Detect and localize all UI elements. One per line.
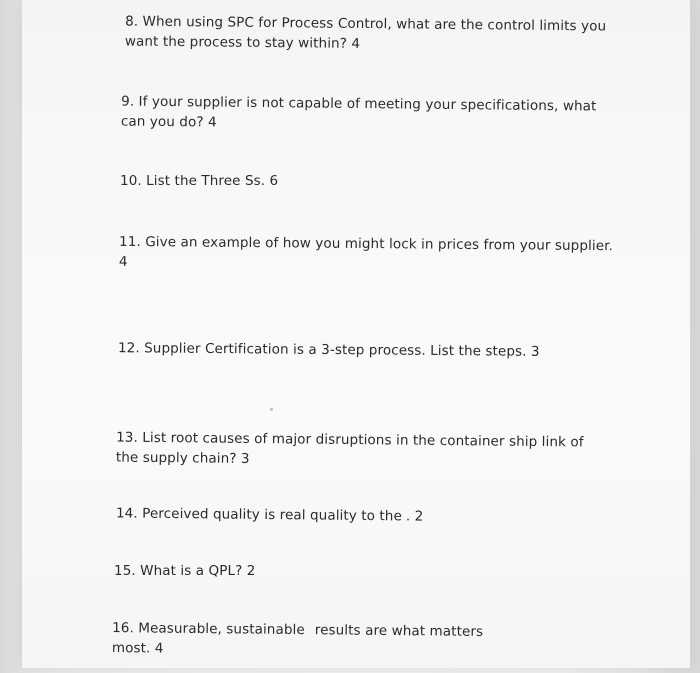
question-12 (118, 338, 540, 362)
question-16-text-after: results are what matters (314, 622, 484, 640)
question-16-text-before: 16. Measurable, sustainable (112, 620, 305, 639)
worksheet-page (22, 0, 691, 668)
question-8-line-1: 8. When using SPC for Process Control, what are the control limits you (125, 13, 607, 35)
question-11-line-1: 11. Give an example of how you might lock in prices from your supplier. (119, 233, 614, 255)
question-9-line-2: can you do? 4 (120, 113, 217, 131)
question-9-line-1: 9. If your supplier is not capable of meeting your specifications, what (121, 93, 597, 115)
question-10 (120, 171, 278, 191)
question-13 (116, 428, 584, 473)
question-11-line-2: 4 (118, 253, 128, 270)
paper-speck (270, 408, 273, 411)
question-16-line-2: most. 4 (111, 640, 164, 657)
question-14-points: . 2 (405, 508, 424, 525)
question-8 (125, 11, 606, 56)
question-11 (119, 232, 613, 276)
question-10-line-1: 10. List the Three Ss. 6 (120, 173, 279, 189)
question-15 (114, 561, 256, 581)
question-9 (121, 92, 597, 137)
question-8-line-2: want the process to stay within? 4 (124, 33, 361, 52)
question-13-line-1: 13. List root causes of major disruptions in the container ship link of (116, 429, 584, 451)
question-13-line-2: the supply chain? 3 (115, 449, 250, 467)
question-14 (116, 503, 424, 526)
question-15-line-1: 15. What is a QPL? 2 (114, 563, 256, 579)
question-14-text: 14. Perceived quality is real quality to the (115, 505, 402, 525)
question-16 (112, 618, 484, 662)
question-12-line-1: 12. Supplier Certification is a 3-step process. List the steps. 3 (117, 340, 540, 360)
